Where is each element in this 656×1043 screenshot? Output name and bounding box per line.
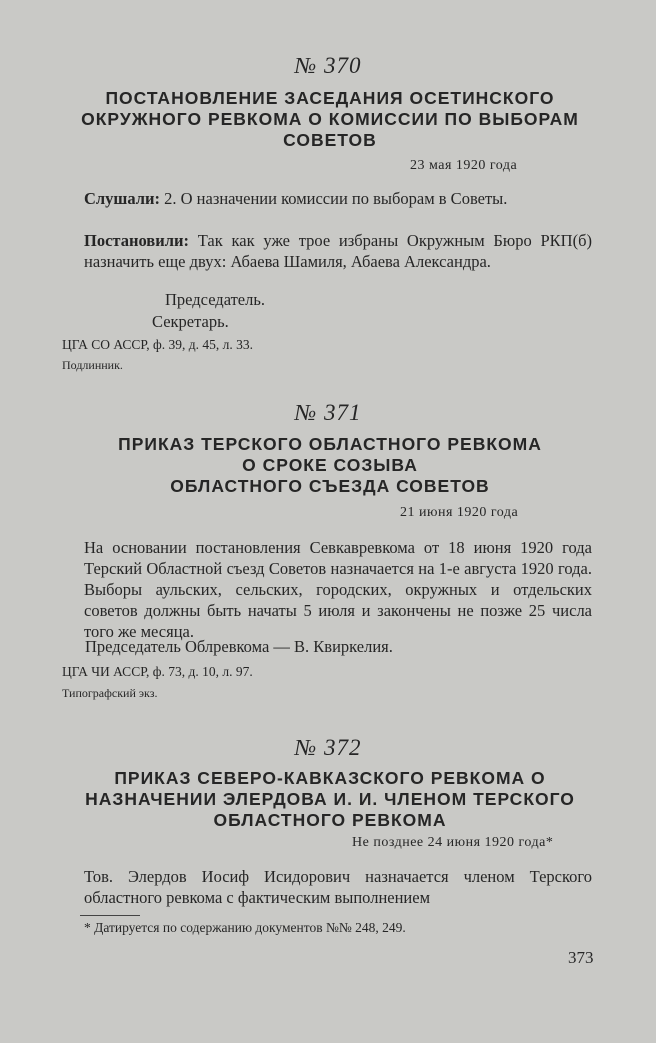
doc371-title-line: О СРОКЕ СОЗЫВА xyxy=(242,455,418,475)
doc370-secretary: Секретарь. xyxy=(152,312,229,331)
doc372-title xyxy=(60,768,600,831)
doc370-number: № 370 xyxy=(294,53,362,78)
doc370-title-line: ПОСТАНОВЛЕНИЕ ЗАСЕДАНИЯ ОСЕТИНСКОГО xyxy=(105,88,555,108)
doc371-title-line: ПРИКАЗ ТЕРСКОГО ОБЛАСТНОГО РЕВКОМА xyxy=(118,434,542,454)
doc370-resolved-label: Постановили: xyxy=(84,231,189,250)
doc370-title-line: ОКРУЖНОГО РЕВКОМА О КОМИССИИ ПО ВЫБОРАМ xyxy=(81,109,579,129)
doc371-number: № 371 xyxy=(294,400,362,425)
doc372-number: № 372 xyxy=(294,735,362,760)
doc372-paragraph xyxy=(62,866,592,908)
doc371-note: Типографский экз. xyxy=(62,686,158,700)
doc370-chairman: Председатель. xyxy=(165,290,266,309)
doc370-note: Подлинник. xyxy=(62,358,123,372)
footnote-divider xyxy=(80,915,140,916)
doc372-date: Не позднее 24 июня 1920 года* xyxy=(352,835,554,850)
doc370-paragraph-resolved xyxy=(62,230,592,272)
doc370-title-line: СОВЕТОВ xyxy=(283,130,377,150)
doc372-title-line: НАЗНАЧЕНИИ ЭЛЕРДОВА И. И. ЧЛЕНОМ ТЕРСКОГО xyxy=(85,789,575,809)
doc370-resolved-text: Так как уже трое избраны Окружным Бюро РКП(б) назначить еще двух: Абаева Шамиля, Абаева Александра. xyxy=(84,231,592,271)
doc371-paragraph xyxy=(62,537,592,642)
footnote: * Датируется по содержанию документов №№ 248, 249. xyxy=(84,920,406,935)
doc370-paragraph-heard xyxy=(62,188,592,209)
doc371-title-line: ОБЛАСТНОГО СЪЕЗДА СОВЕТОВ xyxy=(170,476,490,496)
doc371-date: 21 июня 1920 года xyxy=(400,505,519,520)
doc370-source: ЦГА СО АССР, ф. 39, д. 45, л. 33. xyxy=(62,337,253,352)
doc370-date: 23 мая 1920 года xyxy=(410,158,518,173)
doc372-title-line: ПРИКАЗ СЕВЕРО-КАВКАЗСКОГО РЕВКОМА О xyxy=(114,768,546,788)
doc372-title-line: ОБЛАСТНОГО РЕВКОМА xyxy=(213,810,447,830)
doc370-title xyxy=(60,88,600,151)
doc371-title xyxy=(60,434,600,497)
doc371-source: ЦГА ЧИ АССР, ф. 73, д. 10, л. 97. xyxy=(62,664,253,679)
page-number: 373 xyxy=(568,948,594,967)
doc371-signature: Председатель Облревкома — В. Квиркелия. xyxy=(85,637,393,656)
doc371-text: На основании постановления Севкавревкома от 18 июня 1920 года Терский Областной съезд Советов назначается на 1-е августа 1920 года. Выборы аульских, сельских, городских, окружных и отдельских советов должны быть начаты 5 июля и закончены не позже 25 числа того же месяца. xyxy=(84,538,592,641)
doc370-heard-text: 2. О назначении комиссии по выборам в Советы. xyxy=(160,189,508,208)
doc372-text: Тов. Элердов Иосиф Исидорович назначается членом Терского областного ревкома с фактическим выполнением xyxy=(84,867,592,907)
doc370-heard-label: Слушали: xyxy=(84,189,161,208)
